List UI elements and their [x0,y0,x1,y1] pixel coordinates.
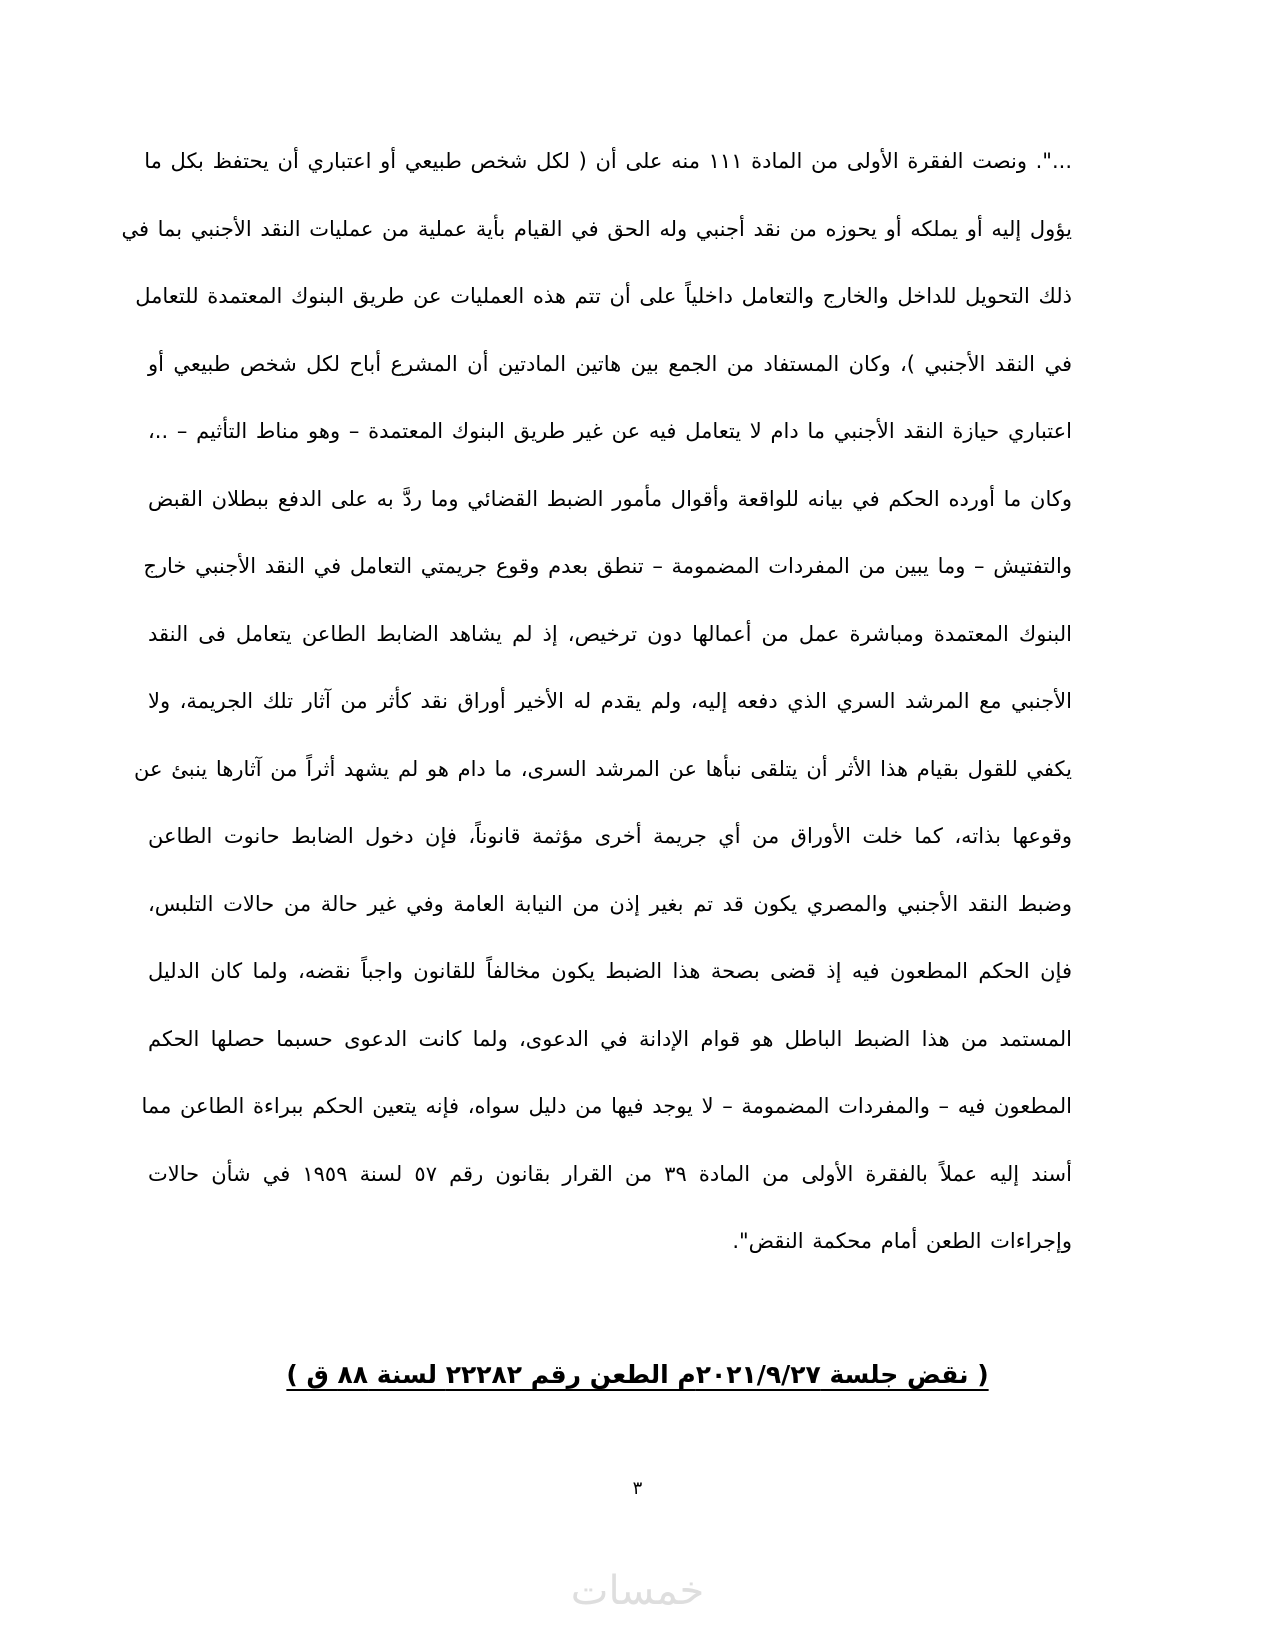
page-number: ٣ [632,1478,643,1499]
body-line-9: الأجنبي مع المرشد السري الذي دفعه إليه، ولم يقدم له الأخير أوراق نقد كأثر من آثار تلك الجريمة، ولا [148,689,1072,713]
body-line-6: وكان ما أورده الحكم في بيانه للواقعة وأقوال مأمور الضبط القضائي وما ردَّ به على الدفع ببطلان القبض [148,486,1072,511]
body-line-14: المستمد من هذا الضبط الباطل هو قوام الإدانة في الدعوى، ولما كانت الدعوى حسبما حصلها الحكم [148,1026,1072,1051]
body-line-1: ...". ونصت الفقرة الأولى من المادة ١١١ منه على أن ( لكل شخص طبيعي أو اعتباري أن يحتفظ بكل ما [144,149,1072,173]
body-line-11: وقوعها بذاته، كما خلت الأوراق من أي جريمة أخرى مؤثمة قانوناً، فإن دخول الضابط حانوت الطاعن [148,824,1072,848]
body-line-2: يؤول إليه أو يملكه أو يحوزه من نقد أجنبي وله الحق في القيام بأية عملية من عمليات النقد الأجنبي بما في [121,216,1072,241]
body-line-7: والتفتيش – وما يبين من المفردات المضمومة – تنطق بعدم وقوع جريمتي التعامل في النقد الأجنبي خارج [143,554,1072,578]
watermark-logo: خمسات [570,1568,705,1614]
body-line-12: وضبط النقد الأجنبي والمصري يكون قد تم بغير إذن من النيابة العامة وفي غير حالة من حالات التلبس، [148,891,1072,916]
body-line-5: اعتباري حيازة النقد الأجنبي ما دام لا يتعامل فيه عن غير طريق البنوك المعتمدة – وهو مناط التأثيم – ..، [148,419,1072,443]
body-line-4: في النقد الأجنبي )، وكان المستفاد من الجمع بين هاتين المادتين أن المشرع أباح لكل شخص طبيعي أو [148,351,1072,376]
body-line-15: المطعون فيه – والمفردات المضمومة – لا يوجد فيها من دليل سواه، فإنه يتعين الحكم ببراءة الطاعن مما [141,1094,1072,1118]
body-line-8: البنوك المعتمدة ومباشرة عمل من أعمالها دون ترخيص، إذ لم يشاهد الضابط الطاعن يتعامل فى النقد [148,621,1072,646]
citation-heading-text: ( نقض جلسة ٢٠٢١/٩/٢٧م الطعن رقم ٢٢٢٨٢ لسنة ٨٨ ق ) [286,1360,989,1389]
body-line-17: وإجراءات الطعن أمام محكمة النقض". [732,1229,1072,1253]
citation-heading [0,1360,1275,1389]
body-line-3: ذلك التحويل للداخل والخارج والتعامل داخلياً على أن تتم هذه العمليات عن طريق البنوك المعتمدة للتعامل [135,284,1072,308]
document-body [121,138,1072,1286]
body-line-16: أسند إليه عملاً بالفقرة الأولى من المادة ٣٩ من القرار بقانون رقم ٥٧ لسنة ١٩٥٩ في شأن حالات [148,1161,1072,1186]
body-line-13: فإن الحكم المطعون فيه إذ قضى بصحة هذا الضبط يكون مخالفاً للقانون واجباً نقضه، ولما كان الدليل [148,959,1072,983]
body-line-10: يكفي للقول بقيام هذا الأثر أن يتلقى نبأها عن المرشد السرى، ما دام هو لم يشهد أثراً من آثارها ينبئ عن [134,756,1072,781]
